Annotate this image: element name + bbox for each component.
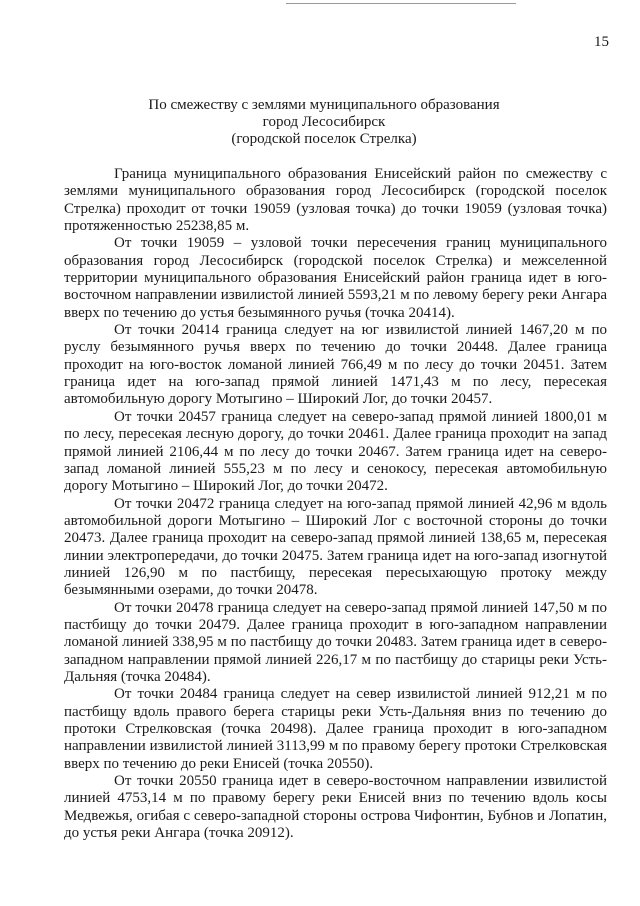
heading-line: По смежеству с землями муниципального образования [148,97,500,113]
paragraph: От точки 20484 граница следует на север извилистой линией 912,21 м по пастбищу вдоль правого берега старицы реки Усть-Дальняя вниз по течению до протоки Стрелковская (точка 20498). Далее граница проходит в юго-западном направлении извилистой линией 3113,99 м по правому берегу протоки Стрелковская вверх по течению до реки Енисей (точка 20550). [64,686,607,772]
top-rule [286,3,516,4]
heading-line: город Лесосибирск [262,114,386,130]
paragraph: От точки 20414 граница следует на юг извилистой линией 1467,20 м по руслу безымянного ручья вверх по течению до точки 20448. Далее граница проходит на юго-восток ломаной линией 766,49 м по лесу до точки 20451. Затем граница идет на юго-запад прямой линией 1471,43 м по лесу, пересекая автомобильную дорогу Мотыгино – Широкий Лог, до точки 20457. [64,322,607,408]
paragraph: Граница муниципального образования Енисейский район по смежеству с землями муниципального образования город Лесосибирск (городской поселок Стрелка) проходит от точки 19059 (узловая точка) до точки 19059 (узловая точка) протяженностью 25238,85 м. [64,166,607,235]
paragraph: От точки 19059 – узловой точки пересечения границ муниципального образования город Лесосибирск (городской поселок Стрелка) и межселенной территории муниципального образования Енисейский район граница идет в юго-восточном направлении извилистой линией 5593,21 м по левому берегу реки Ангара вверх по течению до устья безымянного ручья (точка 20414). [64,235,607,321]
paragraph: От точки 20478 граница следует на северо-запад прямой линией 147,50 м по пастбищу до точки 20479. Далее граница проходит в юго-западном направлении ломаной линией 338,95 м по пастбищу до точки 20483. Затем граница идет в северо-западном направлении прямой линией 226,17 м по пастбищу до старицы реки Усть-Дальняя (точка 20484). [64,599,607,685]
heading-line: (городской поселок Стрелка) [231,131,417,147]
paragraph: От точки 20472 граница следует на юго-запад прямой линией 42,96 м вдоль автомобильной дороги Мотыгино – Широкий Лог с восточной стороны до точки 20473. Далее граница проходит на северо-запад прямой линией 138,65 м, пересекая линии электропередачи, до точки 20475. Затем граница идет на юго-запад изогнутой линией 126,90 м по пастбищу, пересекая пересыхающую протоку между безымянными озерами, до точки 20478. [64,495,607,599]
page-number: 15 [594,34,609,50]
paragraph: От точки 20457 граница следует на северо-запад прямой линией 1800,01 м по лесу, пересекая лесную дорогу, до точки 20461. Далее граница проходит на запад прямой линией 2106,44 м по лесу до точки 20467. Затем граница идет на северо-запад ломаной линией 555,23 м по лесу и сенокосу, пересекая автомобильную дорогу Мотыгино – Широкий Лог, до точки 20472. [64,408,607,495]
paragraph: От точки 20550 граница идет в северо-восточном направлении извилистой линией 4753,14 м по правому берегу реки Енисей вниз по течению вдоль косы Медвежья, огибая с северо-западной стороны острова Чифонтин, Бубнов и Лопатин, до устья реки Ангара (точка 20912). [64,773,607,842]
section-heading [0,97,640,148]
document-body [64,166,607,842]
